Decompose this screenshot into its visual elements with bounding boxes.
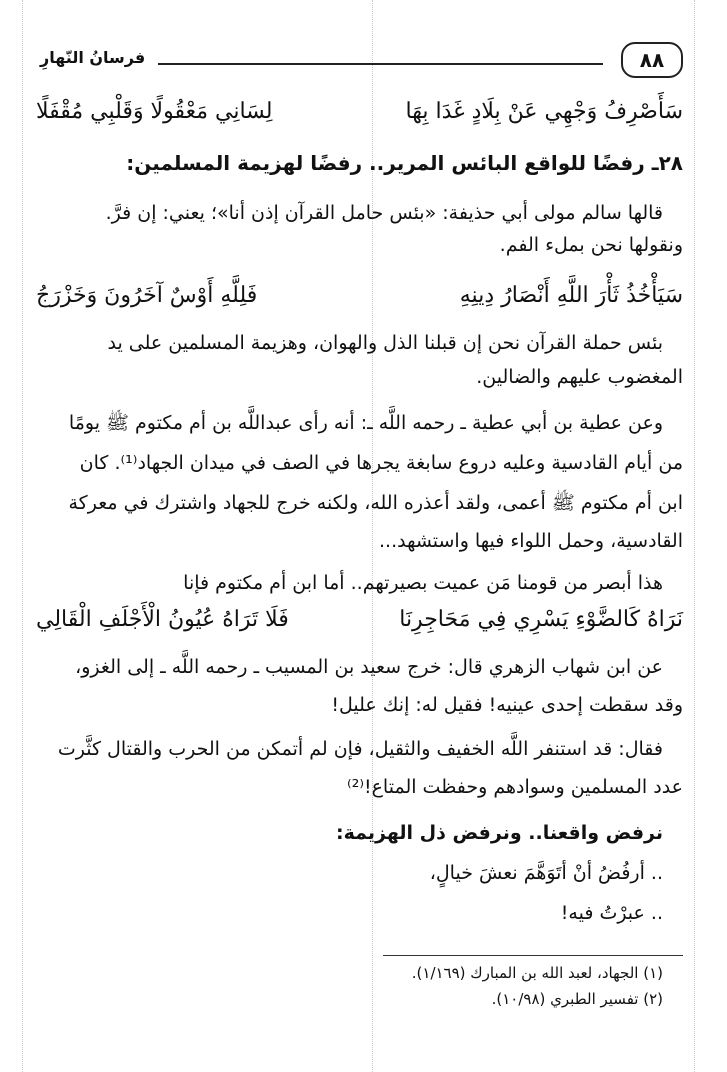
verse-hemistich-right: نَرَاهُ كَالضَّوْءِ يَسْرِي فِي مَحَاجِرِنَا <box>399 607 683 632</box>
verse-hemistich-left: فَلَا تَرَاهُ عُيُونُ الْأَجْلَفِ الْقَالِي <box>36 607 289 632</box>
poem-verse <box>36 92 683 132</box>
paragraph-line: بئس حملة القرآن نحن إن قبلنا الذل والهوان، وهزيمة المسلمين على يد <box>107 332 663 354</box>
paragraph-line: قالها سالم مولى أبي حذيفة: «بئس حامل القرآن إذن أنا»؛ يعني: إن فرَّ. <box>105 202 663 224</box>
paragraph-line: وقد سقطت إحدى عينيه! فقيل له: إنك عليل! <box>331 694 683 716</box>
verse-hemistich-left: فَلِلَّهِ أَوْسٌ آخَرُونَ وَخَزْرَجُ <box>36 283 258 308</box>
header-rule <box>158 63 603 65</box>
paragraph-line: ابن أم مكتوم ﷺ أعمى، ولقد أعذره الله، ولكنه خرج للجهاد واشترك في معركة <box>68 492 683 514</box>
guide-line <box>22 0 23 1072</box>
section-heading: ٢٨ـ رفضًا للواقع البائس المرير.. رفضًا لهزيمة المسلمين: <box>126 151 683 175</box>
footnote-separator <box>383 955 683 956</box>
paragraph-line: نرفض واقعنا.. ونرفض ذل الهزيمة: <box>336 822 663 844</box>
poem-verse <box>36 276 683 316</box>
paragraph-line: وعن عطية بن أبي عطية ـ رحمه اللَّه ـ: أنه رأى عبداللَّه بن أم مكتوم ﷺ يومًا <box>68 412 663 434</box>
verse-hemistich-right: سَأَصْرِفُ وَجْهِي عَنْ بِلَادٍ غَدَا بِهَا <box>405 99 683 124</box>
page-number: ٨٨ <box>621 42 683 78</box>
poem-verse <box>36 600 683 640</box>
paragraph-line: هذا أبصر من قومنا مَن عميت بصيرتهم.. أما ابن أم مكتوم فإنا <box>183 572 663 594</box>
verse-hemistich-left: لِسَانِي مَعْقُولًا وَقَلْبِي مُقْفَلًا <box>36 99 273 124</box>
running-title: فرسانُ النّهارِ <box>40 48 146 67</box>
footnote: (١) الجهاد، لعبد الله بن المبارك (١/١٦٩). <box>411 964 663 982</box>
paragraph-line: من أيام القادسية وعليه دروع سابغة يجرها في الصف في ميدان الجهاد⁽¹⁾. كان <box>79 452 683 474</box>
guide-line <box>694 0 695 1072</box>
paragraph-line: فقال: قد استنفر اللَّه الخفيف والثقيل، فإن لم أتمكن من الحرب والقتال كثَّرت <box>57 738 663 760</box>
verse-hemistich-right: سَيَأْخُذُ ثَأْرَ اللَّهِ أَنْصَارُ دِينِهِ <box>459 283 683 308</box>
paragraph-line: عن ابن شهاب الزهري قال: خرج سعيد بن المسيب ـ رحمه اللَّه ـ إلى الغزو، <box>75 656 663 678</box>
paragraph-line: .. أرفُضُ أنْ أتَوَهَّمَ نعشَ خيالٍ، <box>429 862 663 884</box>
footnote: (٢) تفسير الطبري (١٠/٩٨). <box>491 990 663 1008</box>
paragraph-line: ونقولها نحن بملء الفم. <box>499 234 683 256</box>
paragraph-line: القادسية، وحمل اللواء فيها واستشهد... <box>378 530 683 552</box>
page-header <box>40 40 683 80</box>
paragraph-line: عدد المسلمين وسوادهم وحفظت المتاع!⁽²⁾ <box>347 776 683 798</box>
paragraph-line: .. عبرْتُ فيه! <box>560 902 663 924</box>
paragraph-line: المغضوب عليهم والضالين. <box>476 366 683 388</box>
